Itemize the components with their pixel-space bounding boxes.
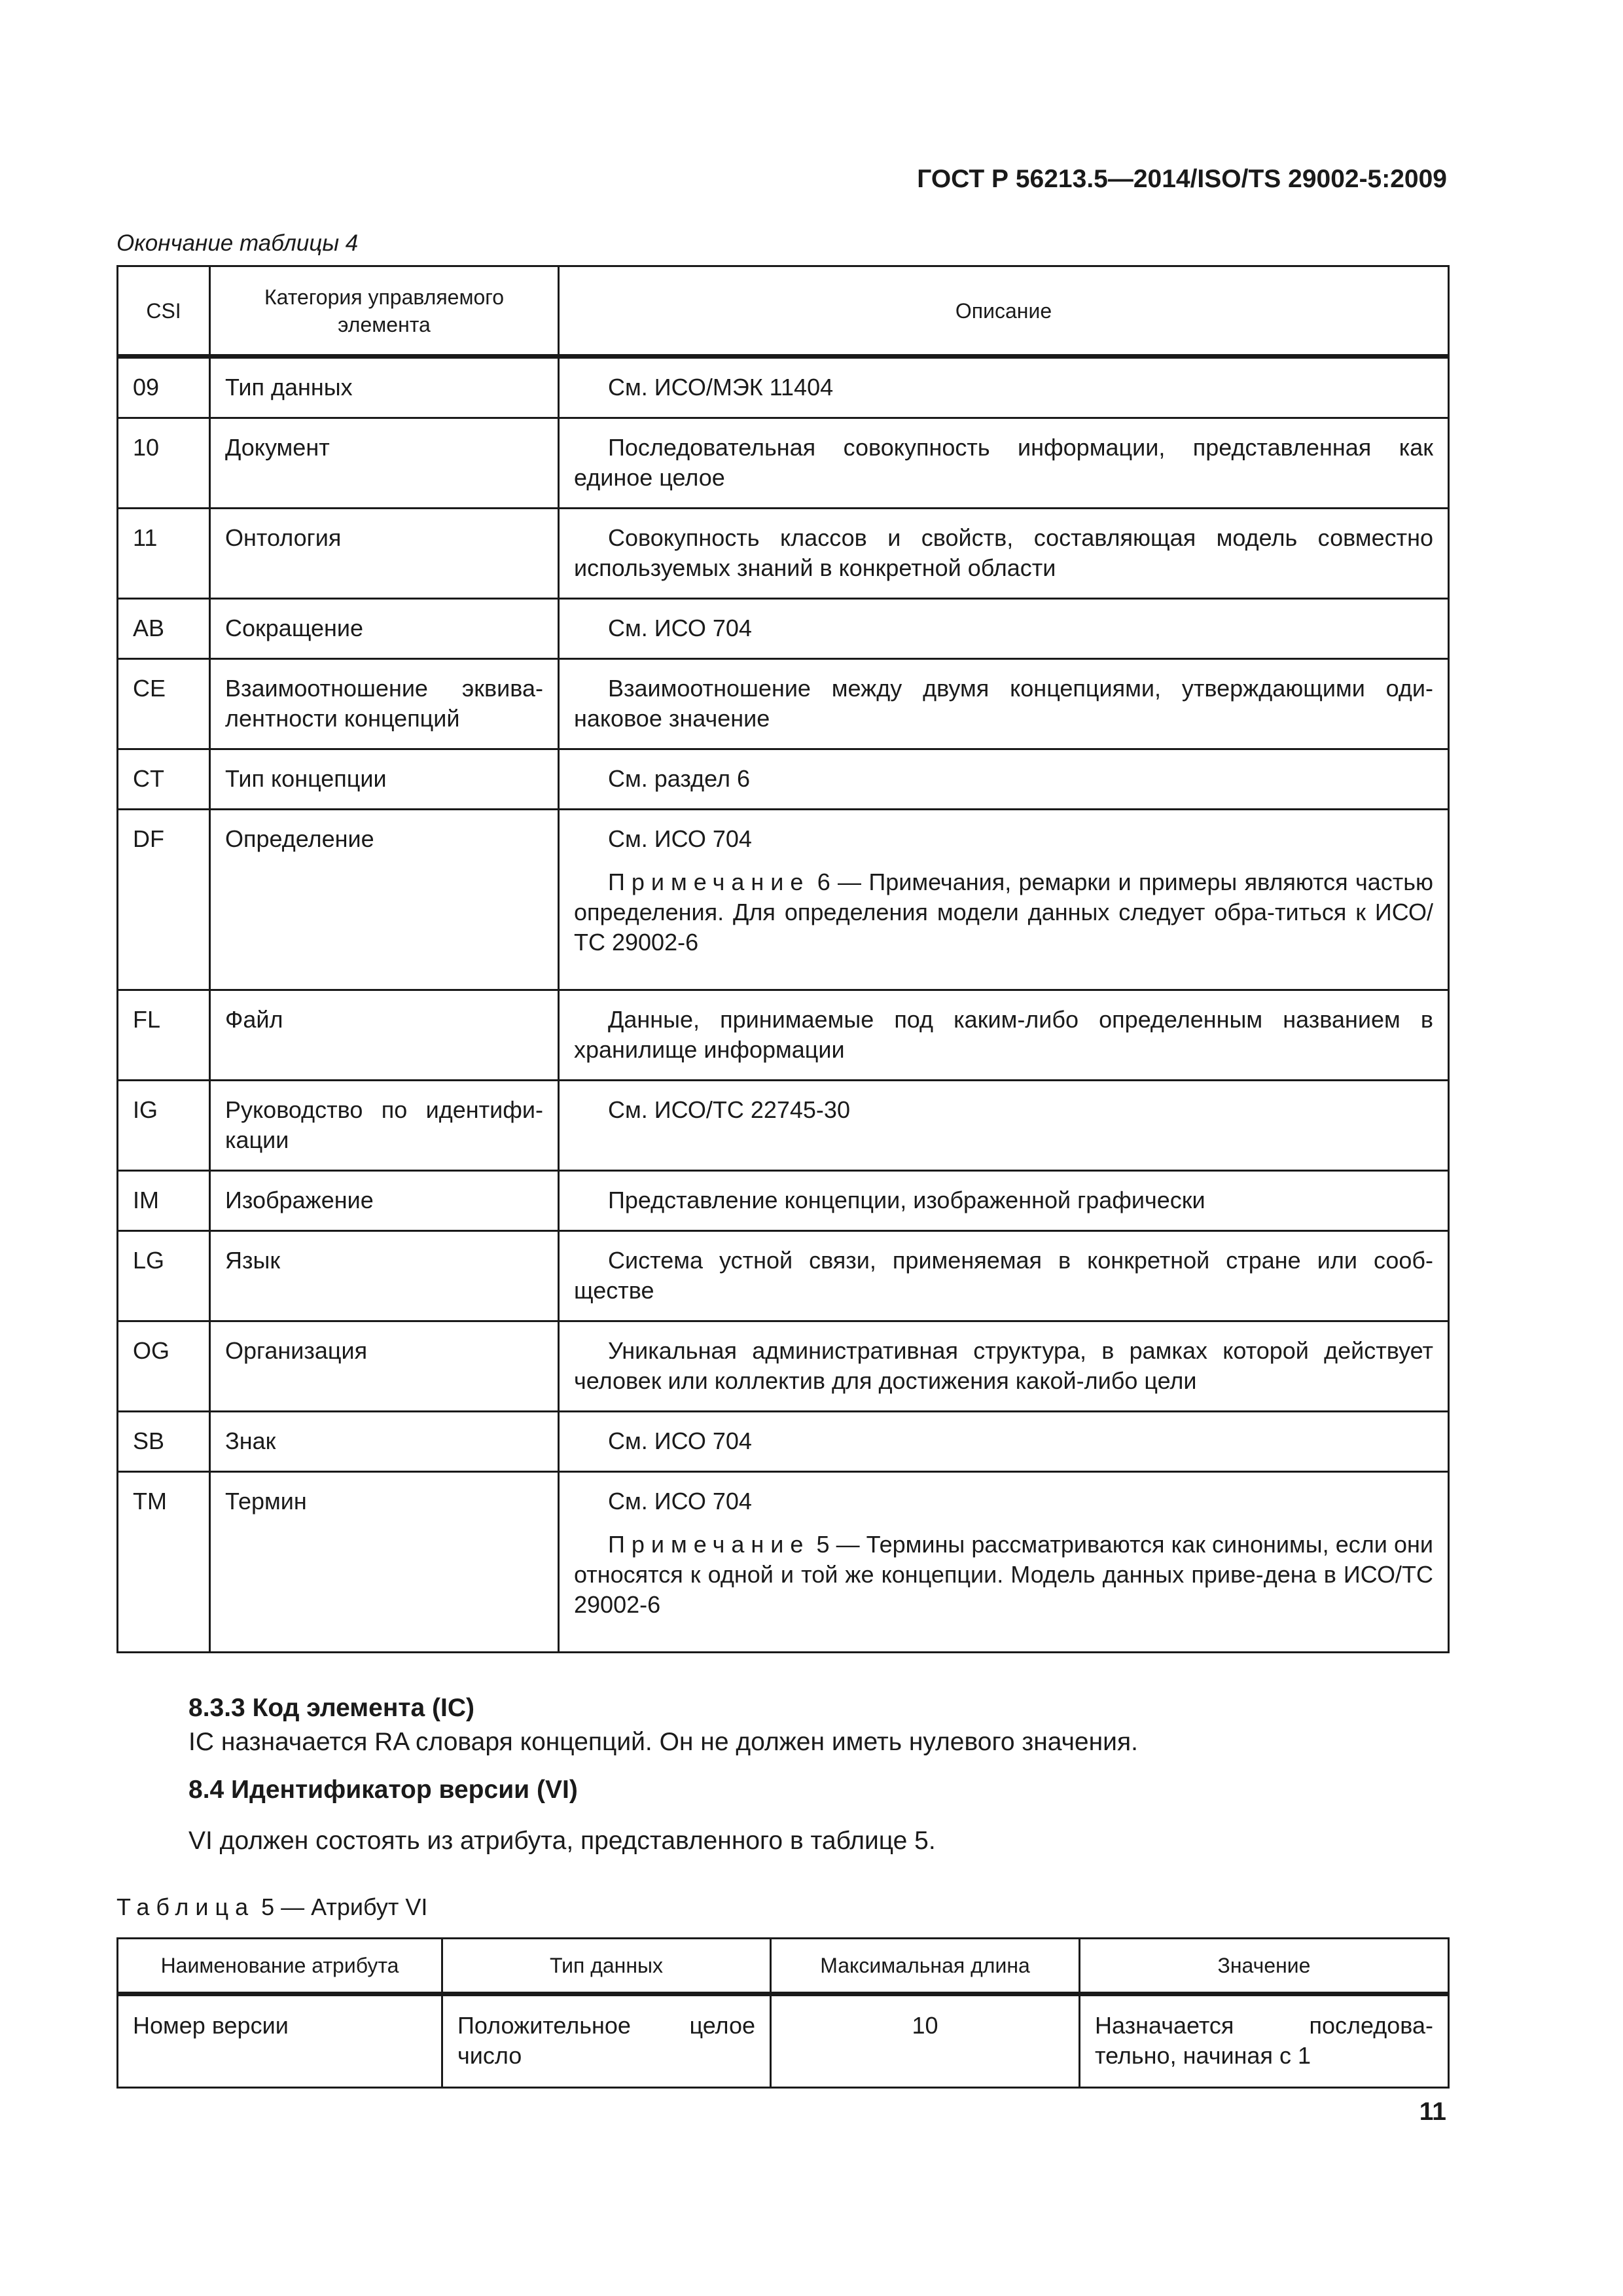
- category-cell: Изображение: [210, 1171, 559, 1231]
- description-cell: Уникальная административная структура, в рамках которой действует человек или коллектив для достижения какой-либо цели: [559, 1321, 1449, 1412]
- category-cell: Язык: [210, 1231, 559, 1321]
- description-cell: См. ИСО/ТС 22745-30: [559, 1081, 1449, 1171]
- category-cell: Тип концепции: [210, 749, 559, 810]
- description-cell: Данные, принимаемые под каким-либо определенным названием в хранилище информации: [559, 990, 1449, 1081]
- csi-cell: FL: [118, 990, 210, 1081]
- csi-cell: CE: [118, 659, 210, 749]
- description-cell: Совокупность классов и свойств, составляющая модель совместно используемых знаний в конкретной области: [559, 509, 1449, 599]
- page-number: 11: [1419, 2098, 1446, 2126]
- table-4: [116, 265, 1450, 1653]
- description-text: См. ИСО 704: [608, 825, 752, 852]
- table-header-row: [118, 266, 1449, 357]
- note-paragraph: [574, 1530, 1433, 1620]
- description-cell: См. ИСО/МЭК 11404: [559, 357, 1449, 418]
- description-cell: См. раздел 6: [559, 749, 1449, 810]
- category-cell: Организация: [210, 1321, 559, 1412]
- note-text: 5 — Термины рассматриваются как синонимы, если они относятся к одной и той же концепции. Модель данных приве-дена в ИСО/ТС 29002-6: [574, 1531, 1433, 1618]
- category-cell: Документ: [210, 418, 559, 509]
- table-row: [118, 1171, 1449, 1231]
- category-cell: Знак: [210, 1412, 559, 1472]
- category-cell: Термин: [210, 1472, 559, 1653]
- csi-cell: CT: [118, 749, 210, 810]
- data-type-cell: Положительное целое число: [442, 1994, 771, 2088]
- note-paragraph: [574, 867, 1433, 958]
- column-header-csi: CSI: [118, 266, 210, 357]
- csi-cell: AB: [118, 599, 210, 659]
- section-8-3-3-text: IC назначается RA словаря концепций. Он не должен иметь нулевого значения.: [188, 1728, 1138, 1756]
- csi-cell: 11: [118, 509, 210, 599]
- description-cell: Система устной связи, применяемая в конкретной стране или сооб-ществе: [559, 1231, 1449, 1321]
- csi-cell: DF: [118, 810, 210, 990]
- category-cell: Сокращение: [210, 599, 559, 659]
- table-row: [118, 659, 1449, 749]
- table-row: [118, 599, 1449, 659]
- category-cell: Онтология: [210, 509, 559, 599]
- document-header: ГОСТ Р 56213.5—2014/ISO/TS 29002-5:2009: [917, 165, 1447, 193]
- section-8-4-title: 8.4 Идентификатор версии (VI): [188, 1776, 578, 1804]
- category-cell: Взаимоотношение эквива-лентности концепций: [210, 659, 559, 749]
- category-cell: Файл: [210, 990, 559, 1081]
- category-cell: Тип данных: [210, 357, 559, 418]
- column-header-data-type: Тип данных: [442, 1939, 771, 1994]
- column-header-value: Значение: [1080, 1939, 1449, 1994]
- table-row: [118, 509, 1449, 599]
- csi-cell: IG: [118, 1081, 210, 1171]
- note-label: Примечание: [608, 1531, 810, 1558]
- column-header-category: Категория управляемого элемента: [210, 266, 559, 357]
- description-cell: [559, 1472, 1449, 1653]
- csi-cell: SB: [118, 1412, 210, 1472]
- table-5: [116, 1937, 1450, 2089]
- table-row: [118, 749, 1449, 810]
- description-text: См. ИСО 704: [608, 1488, 752, 1515]
- csi-cell: LG: [118, 1231, 210, 1321]
- max-length-cell: 10: [771, 1994, 1080, 2088]
- column-header-description: Описание: [559, 266, 1449, 357]
- table-5-caption-label: Таблица: [116, 1893, 255, 1920]
- table-header-row: [118, 1939, 1449, 1994]
- column-header-attribute-name: Наименование атрибута: [118, 1939, 442, 1994]
- csi-cell: OG: [118, 1321, 210, 1412]
- table-row: [118, 990, 1449, 1081]
- value-cell: Назначается последова-тельно, начиная с 1: [1080, 1994, 1449, 2088]
- table-row: [118, 1472, 1449, 1653]
- note-text: 6 — Примечания, ремарки и примеры являются частью определения. Для определения модели данных следует обра-титься к ИСО/ТС 29002-6: [574, 869, 1433, 956]
- table-row: [118, 1231, 1449, 1321]
- category-cell: Руководство по идентифи-кации: [210, 1081, 559, 1171]
- description-cell: [559, 810, 1449, 990]
- csi-cell: TM: [118, 1472, 210, 1653]
- note-label: Примечание: [608, 869, 810, 895]
- table-row: [118, 357, 1449, 418]
- table-4-continuation-caption: Окончание таблицы 4: [116, 230, 359, 256]
- description-cell: Представление концепции, изображенной графически: [559, 1171, 1449, 1231]
- table-row: [118, 1081, 1449, 1171]
- category-cell: Определение: [210, 810, 559, 990]
- attribute-name-cell: Номер версии: [118, 1994, 442, 2088]
- table-row: [118, 1412, 1449, 1472]
- csi-cell: 10: [118, 418, 210, 509]
- description-cell: Последовательная совокупность информации, представленная как единое целое: [559, 418, 1449, 509]
- table-5-caption-text: 5 — Атрибут VI: [255, 1893, 428, 1920]
- description-cell: См. ИСО 704: [559, 599, 1449, 659]
- table-5-caption: [116, 1893, 427, 1921]
- section-8-3-3-title: 8.3.3 Код элемента (IC): [188, 1694, 474, 1722]
- table-row: [118, 810, 1449, 990]
- description-cell: Взаимоотношение между двумя концепциями, утверждающими оди-наковое значение: [559, 659, 1449, 749]
- column-header-max-length: Максимальная длина: [771, 1939, 1080, 1994]
- table-row: [118, 1994, 1449, 2088]
- section-8-4-text: VI должен состоять из атрибута, представленного в таблице 5.: [188, 1827, 936, 1855]
- csi-cell: 09: [118, 357, 210, 418]
- csi-cell: IM: [118, 1171, 210, 1231]
- description-cell: См. ИСО 704: [559, 1412, 1449, 1472]
- table-row: [118, 418, 1449, 509]
- table-row: [118, 1321, 1449, 1412]
